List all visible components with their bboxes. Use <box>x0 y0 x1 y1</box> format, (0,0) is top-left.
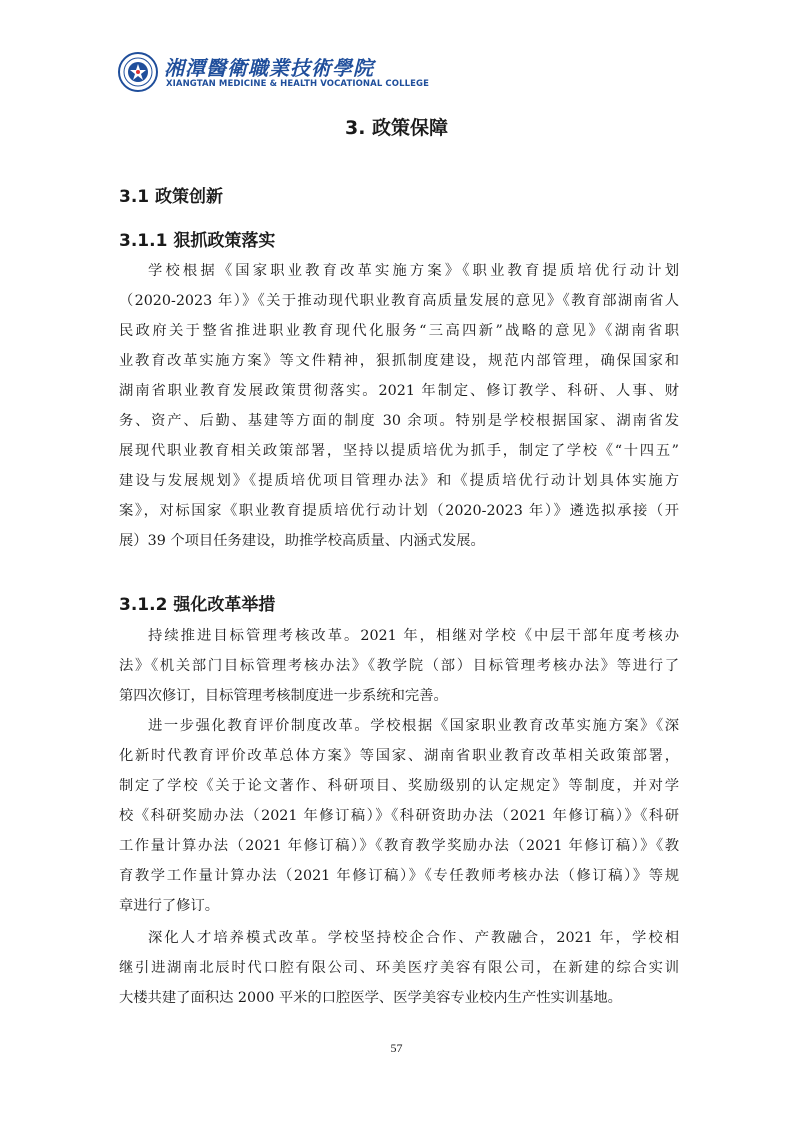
text-line: 持续推进目标管理考核改革。2021 年，相继对学校《中层干部年度考核办 <box>148 628 679 644</box>
text-line: 湖南省职业教育发展政策贯彻落实。2021 年制定、修订教学、科研、人事、财 <box>119 383 679 399</box>
section-title: 3. 政策保障 <box>344 117 449 139</box>
text-line: 继引进湖南北辰时代口腔有限公司、环美医疗美容有限公司，在新建的综合实训 <box>119 960 679 976</box>
text-line: 建设与发展规划》《提质培优项目管理办法》和《提质培优行动计划具体实施方 <box>119 473 679 489</box>
subsection-title-3-1-2: 3.1.2 强化改革举措 <box>119 595 276 615</box>
text-line: （2020-2023 年）》《关于推动现代职业教育高质量发展的意见》《教育部湖南省人 <box>119 293 679 309</box>
text-line: 深化人才培养模式改革。学校坚持校企合作、产教融合，2021 年，学校相 <box>148 930 679 946</box>
college-emblem-icon <box>118 52 158 92</box>
text-line: 工作量计算办法（2021 年修订稿）》《教育教学奖励办法（2021 年修订稿）》《教 <box>119 838 679 854</box>
text-line: 展现代职业教育相关政策部署，坚持以提质培优为抓手，制定了学校《“十四五” <box>119 443 679 459</box>
college-name-chinese: 湘潭醫衛職業技術學院 <box>164 56 374 80</box>
text-line: 进一步强化教育评价制度改革。学校根据《国家职业教育改革实施方案》《深 <box>148 718 679 734</box>
paragraph-talent-training <box>119 923 679 1013</box>
text-line: 育教学工作量计算办法（2021 年修订稿）》《专任教师考核办法（修订稿）》等规 <box>119 868 679 884</box>
college-name-english: XIANGTAN MEDICINE & HEALTH VOCATIONAL COLLEGE <box>166 79 429 89</box>
text-line: 第四次修订，目标管理考核制度进一步系统和完善。 <box>119 688 448 704</box>
page-header <box>118 52 538 92</box>
subsection-title-3-1: 3.1 政策创新 <box>119 187 224 207</box>
paragraph-evaluation-reform <box>119 711 679 921</box>
paragraph-policy-implementation <box>119 256 679 556</box>
text-line: 化新时代教育评价改革总体方案》等国家、湖南省职业教育改革相关政策部署， <box>119 748 679 764</box>
text-line: 民政府关于整省推进职业教育现代化服务“三高四新”战略的意见》《湖南省职 <box>119 323 679 339</box>
page-number: 57 <box>390 1041 403 1055</box>
text-line: 展）39 个项目任务建设，助推学校高质量、内涵式发展。 <box>119 533 485 549</box>
text-line: 法》《机关部门目标管理考核办法》《教学院（部）目标管理考核办法》等进行了 <box>119 658 679 674</box>
text-line: 学校根据《国家职业教育改革实施方案》《职业教育提质培优行动计划 <box>148 263 679 279</box>
text-line: 业教育改革实施方案》等文件精神，狠抓制度建设，规范内部管理，确保国家和 <box>119 353 679 369</box>
subsection-title-3-1-1: 3.1.1 狠抓政策落实 <box>119 231 276 251</box>
text-line: 制定了学校《关于论文著作、科研项目、奖励级别的认定规定》等制度，并对学 <box>119 778 679 794</box>
text-line: 大楼共建了面积达 2000 平米的口腔医学、医学美容专业校内生产性实训基地。 <box>119 990 622 1006</box>
text-line: 务、资产、后勤、基建等方面的制度 30 余项。特别是学校根据国家、湖南省发 <box>119 413 679 429</box>
paragraph-target-management <box>119 621 679 711</box>
text-line: 章进行了修订。 <box>119 898 220 914</box>
text-line: 案》，对标国家《职业教育提质培优行动计划（2020-2023 年）》遴选拟承接（开 <box>119 503 679 519</box>
text-line: 校《科研奖励办法（2021 年修订稿）》《科研资助办法（2021 年修订稿）》《科研 <box>119 808 679 824</box>
